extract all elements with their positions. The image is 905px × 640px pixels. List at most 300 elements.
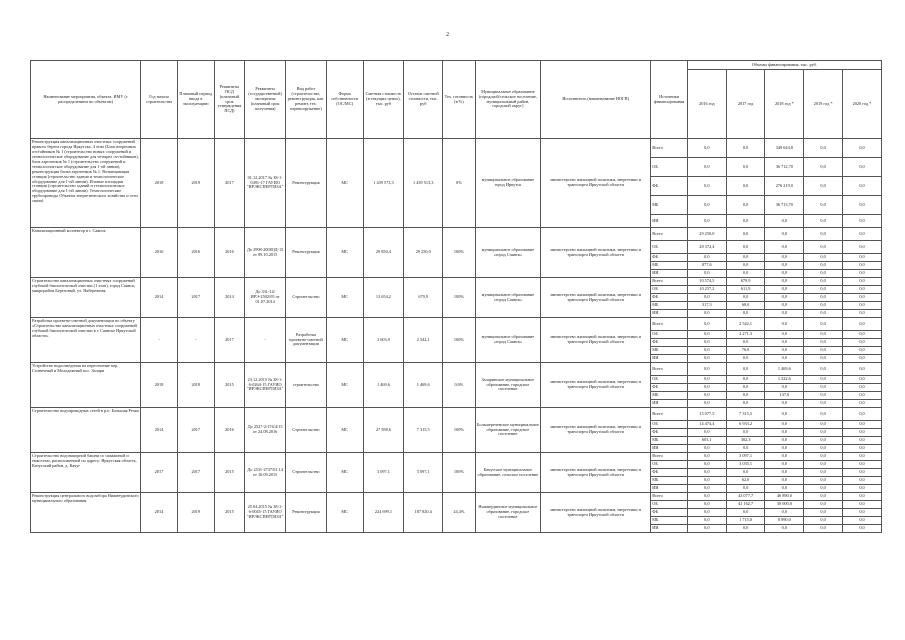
executor: министерство жилищной политики, энергетики и транспорта Иркутской области bbox=[541, 318, 651, 363]
funding-value: 0,0 bbox=[687, 254, 726, 262]
funding-value: 0,0 bbox=[804, 158, 843, 177]
remaining-cost: 3 097,1 bbox=[404, 453, 443, 493]
funding-value: 0,0 bbox=[687, 493, 726, 501]
funding-value: 0,0 bbox=[843, 525, 882, 533]
table-row bbox=[31, 453, 882, 461]
funding-value: 62,0 bbox=[726, 477, 765, 485]
funding-value: 276 219,0 bbox=[765, 177, 804, 196]
funding-value: 0,0 bbox=[843, 493, 882, 501]
municipality: муниципальное образование «город Саянск» bbox=[475, 318, 540, 363]
funding-value: 0,0 bbox=[687, 485, 726, 493]
expertise-details: До 2531-2737/01.14 от 16.09.2015 bbox=[245, 453, 286, 493]
funding-value: 0,0 bbox=[843, 278, 882, 286]
funding-source: ФБ bbox=[651, 384, 688, 392]
funding-value: 36 713,70 bbox=[765, 196, 804, 215]
funding-value: 679,9 bbox=[726, 278, 765, 286]
funding-value: 0,0 bbox=[804, 302, 843, 310]
readiness: 100% bbox=[443, 278, 476, 318]
funding-value: 0,0 bbox=[843, 363, 882, 376]
funding-value: 0,0 bbox=[687, 400, 726, 408]
municipality: муниципальное образование «город Саянск» bbox=[475, 278, 540, 318]
pd-year: 2017 bbox=[214, 139, 245, 228]
funding-value: 0,0 bbox=[843, 310, 882, 318]
funding-value: 0,0 bbox=[843, 318, 882, 331]
funding-value: 0,0 bbox=[687, 445, 726, 453]
municipality: Нижнеудинское муниципальное образование, городское поселение bbox=[475, 493, 540, 533]
funding-value: 2 271,3 bbox=[726, 331, 765, 339]
project-name: Устройство водоотведения на пересечение пер. Солнечный и Молодежный пос. Залари bbox=[31, 363, 141, 408]
funding-value: 0,0 bbox=[804, 254, 843, 262]
funding-value: 0,0 bbox=[765, 525, 804, 533]
funding-value: 0,0 bbox=[687, 215, 726, 228]
funding-value: 0,0 bbox=[726, 294, 765, 302]
funding-value: 6 933,2 bbox=[726, 421, 765, 429]
funding-value: 0,0 bbox=[726, 392, 765, 400]
funding-value: 0,0 bbox=[843, 177, 882, 196]
funding-value: 0,0 bbox=[726, 445, 765, 453]
readiness: 100% bbox=[443, 453, 476, 493]
funding-value: 0,0 bbox=[804, 392, 843, 400]
start-year: 2018 bbox=[141, 363, 178, 408]
funding-value: 0,0 bbox=[804, 501, 843, 509]
funding-value: 0,0 bbox=[843, 262, 882, 270]
ownership: МС bbox=[326, 408, 363, 453]
funding-value: 0,0 bbox=[804, 318, 843, 331]
project-name: Строительство канализационных очистных сооружений глубокой биологической очистки (1 этап), город Саянск, микрорайон Березовый, ул. Набережная bbox=[31, 278, 141, 318]
ownership: МС bbox=[326, 453, 363, 493]
funding-value: 0,0 bbox=[687, 158, 726, 177]
remaining-cost: 7 315,5 bbox=[404, 408, 443, 453]
expertise-details: - bbox=[245, 318, 286, 363]
funding-value: 0,0 bbox=[804, 461, 843, 469]
funding-value: 10 257,2 bbox=[687, 286, 726, 294]
funding-value: 3 097,1 bbox=[726, 453, 765, 461]
funding-value: 0,0 bbox=[804, 278, 843, 286]
readiness: 24,4% bbox=[443, 493, 476, 533]
funding-value: 0,0 bbox=[687, 347, 726, 355]
commission-year: 2019 bbox=[177, 139, 214, 228]
funding-value: 0,0 bbox=[765, 477, 804, 485]
project-name: Разработка проектно-сметной документации по объекту «Строительство канализационных очистных сооружений глубокой биологической очистки в г. Саянске Иркутской области» bbox=[31, 318, 141, 363]
funding-source: МБ bbox=[651, 347, 688, 355]
funding-value: 0,0 bbox=[843, 400, 882, 408]
header-volumes: Объемы финансирования, тыс. руб. bbox=[687, 61, 881, 70]
funding-value: 0,0 bbox=[726, 400, 765, 408]
funding-value: 46 890,0 bbox=[765, 493, 804, 501]
funding-value: 36 712,70 bbox=[765, 158, 804, 177]
page-number: 2 bbox=[446, 32, 449, 38]
funding-value: 68,0 bbox=[726, 302, 765, 310]
funding-value: 0,0 bbox=[843, 437, 882, 445]
executor: министерство жилищной политики, энергетики и транспорта Иркутской области bbox=[541, 228, 651, 278]
funding-value: 0,0 bbox=[843, 501, 882, 509]
start-year: - bbox=[141, 318, 178, 363]
funding-source: МБ bbox=[651, 392, 688, 400]
table-row bbox=[31, 363, 882, 376]
funding-value: 0,0 bbox=[843, 339, 882, 347]
funding-value: 0,0 bbox=[765, 469, 804, 477]
funding-value: 0,0 bbox=[804, 262, 843, 270]
funding-value: 0,0 bbox=[687, 453, 726, 461]
funding-value: 317,3 bbox=[687, 302, 726, 310]
funding-value: 8 890,0 bbox=[765, 517, 804, 525]
start-year: 2016 bbox=[141, 228, 178, 278]
funding-value: 0,0 bbox=[804, 469, 843, 477]
funding-value: 0,0 bbox=[843, 355, 882, 363]
funding-value: 0,0 bbox=[843, 461, 882, 469]
funding-value: 28 372,4 bbox=[687, 241, 726, 254]
expertise-details: 01.12.2017 № 38-1-0491-17 ГАУИО "ИРЭКСПЕРТИЗА" bbox=[245, 139, 286, 228]
funding-value: 2 542,1 bbox=[726, 318, 765, 331]
funding-source: ИИ bbox=[651, 355, 688, 363]
funding-value: 0,0 bbox=[843, 302, 882, 310]
commission-year: 2018 bbox=[177, 363, 214, 408]
municipality: Качугское муниципальное образование, сельское поселение bbox=[475, 453, 540, 493]
funding-value: 0,0 bbox=[765, 215, 804, 228]
funding-value: 10 574,5 bbox=[687, 278, 726, 286]
funding-value: 0,0 bbox=[765, 286, 804, 294]
work-type: Строительство bbox=[286, 408, 327, 453]
readiness: 100% bbox=[443, 228, 476, 278]
funding-value: 0,0 bbox=[765, 270, 804, 278]
funding-value: 0,0 bbox=[843, 392, 882, 400]
funding-value: 0,0 bbox=[843, 286, 882, 294]
estimate-cost: 29 850,4 bbox=[363, 228, 404, 278]
funding-value: 0,0 bbox=[765, 485, 804, 493]
funding-value: 0,0 bbox=[765, 355, 804, 363]
ownership: МС bbox=[326, 139, 363, 228]
funding-value: 0,0 bbox=[726, 469, 765, 477]
funding-value: 0,0 bbox=[687, 376, 726, 384]
funding-value: 0,0 bbox=[726, 139, 765, 158]
funding-value: 0,0 bbox=[765, 445, 804, 453]
funding-value: 0,0 bbox=[843, 347, 882, 355]
funding-value: 0,0 bbox=[804, 429, 843, 437]
funding-value: 0,0 bbox=[765, 228, 804, 241]
funding-value: 0,0 bbox=[843, 477, 882, 485]
funding-value: 0,0 bbox=[687, 429, 726, 437]
funding-source: ИИ bbox=[651, 445, 688, 453]
funding-value: 382,3 bbox=[726, 437, 765, 445]
funding-source: МБ bbox=[651, 196, 688, 215]
funding-value: 0,0 bbox=[726, 376, 765, 384]
pd-year: 2015 bbox=[214, 453, 245, 493]
funding-value: 0,0 bbox=[765, 339, 804, 347]
start-year: 2014 bbox=[141, 278, 178, 318]
funding-value: 0,0 bbox=[804, 196, 843, 215]
funding-source: МБ bbox=[651, 477, 688, 485]
remaining-cost: 1 469,6 bbox=[404, 363, 443, 408]
funding-value: 7 315,5 bbox=[726, 408, 765, 421]
funding-value: 0,0 bbox=[843, 421, 882, 429]
funding-value: 0,0 bbox=[843, 228, 882, 241]
funding-value: 3 035,1 bbox=[726, 461, 765, 469]
commission-year: 2016 bbox=[177, 228, 214, 278]
funding-source: Всего bbox=[651, 278, 688, 286]
funding-source: МБ bbox=[651, 262, 688, 270]
funding-value: 0,0 bbox=[804, 363, 843, 376]
funding-value: 0,0 bbox=[843, 485, 882, 493]
funding-value: 29 250,0 bbox=[687, 228, 726, 241]
funding-value: 147,0 bbox=[765, 392, 804, 400]
remaining-cost: 679,9 bbox=[404, 278, 443, 318]
funding-value: 0,0 bbox=[726, 310, 765, 318]
funding-source: ИИ bbox=[651, 485, 688, 493]
funding-value: 0,0 bbox=[687, 477, 726, 485]
header-year-2018: 2018 год * bbox=[765, 70, 804, 139]
funding-value: 0,0 bbox=[804, 525, 843, 533]
funding-source: Всего bbox=[651, 408, 688, 421]
funding-value: 0,0 bbox=[765, 254, 804, 262]
remaining-cost: 187 820,4 bbox=[404, 493, 443, 533]
start-year: 2018 bbox=[141, 139, 178, 228]
financing-table-container bbox=[30, 60, 882, 533]
header-ownership: Форма собственности (ОС/МС) bbox=[326, 61, 363, 139]
funding-source: Всего bbox=[651, 228, 688, 241]
funding-value: 0,0 bbox=[843, 139, 882, 158]
ownership: МС bbox=[326, 363, 363, 408]
funding-value: 0,0 bbox=[843, 429, 882, 437]
funding-value: 0,0 bbox=[804, 485, 843, 493]
funding-value: 0,0 bbox=[804, 453, 843, 461]
expertise-details: До 2527-2/174/4/15 от 24.08.2016 bbox=[245, 408, 286, 453]
funding-source: ОБ bbox=[651, 331, 688, 339]
funding-value: 0,0 bbox=[843, 270, 882, 278]
funding-value: 0,0 bbox=[843, 254, 882, 262]
funding-value: 0,0 bbox=[687, 469, 726, 477]
readiness: 100% bbox=[443, 318, 476, 363]
funding-value: 0,0 bbox=[843, 241, 882, 254]
funding-value: 0,0 bbox=[804, 400, 843, 408]
project-name: Канализационный коллектор в г. Саянск bbox=[31, 228, 141, 278]
funding-value: 0,0 bbox=[804, 445, 843, 453]
funding-value: 43 077,7 bbox=[726, 493, 765, 501]
funding-value: 0,0 bbox=[843, 158, 882, 177]
funding-value: 0,0 bbox=[765, 437, 804, 445]
work-type: Строительство bbox=[286, 278, 327, 318]
funding-value: 0,0 bbox=[843, 469, 882, 477]
pd-year: 2014 bbox=[214, 278, 245, 318]
municipality: Заларинское муниципальное образование, городское поселение bbox=[475, 363, 540, 408]
header-expertise: Реквизиты (государственной) экспертизы (плановый срок получения) bbox=[245, 61, 286, 139]
funding-value: 0,0 bbox=[804, 215, 843, 228]
funding-source: ИИ bbox=[651, 400, 688, 408]
funding-value: 0,0 bbox=[726, 196, 765, 215]
funding-value: 14 474,4 bbox=[687, 421, 726, 429]
funding-value: 0,0 bbox=[804, 286, 843, 294]
funding-source: ИИ bbox=[651, 310, 688, 318]
funding-value: 0,0 bbox=[726, 485, 765, 493]
funding-source: ОБ bbox=[651, 286, 688, 294]
funding-value: 30 000,0 bbox=[765, 501, 804, 509]
funding-value: 41 162,7 bbox=[726, 501, 765, 509]
funding-value: 0,0 bbox=[687, 392, 726, 400]
header-remaining: Остаток сметной стоимости, тыс. руб bbox=[404, 61, 443, 139]
funding-value: 0,0 bbox=[726, 363, 765, 376]
pd-year: 2017 bbox=[214, 318, 245, 363]
funding-source: ИИ bbox=[651, 525, 688, 533]
work-type: Разработка проектно-сметной документации bbox=[286, 318, 327, 363]
executor: министерство жилищной политики, энергетики и транспорта Иркутской области bbox=[541, 493, 651, 533]
funding-value: 0,0 bbox=[843, 517, 882, 525]
funding-value: 0,0 bbox=[804, 437, 843, 445]
funding-value: 0,0 bbox=[843, 453, 882, 461]
estimate-cost: 13 654,2 bbox=[363, 278, 404, 318]
funding-value: 0,0 bbox=[804, 493, 843, 501]
funding-value: 0,0 bbox=[726, 525, 765, 533]
funding-value: 0,0 bbox=[843, 215, 882, 228]
header-commission: Плановый период ввода в эксплуатацию bbox=[177, 61, 214, 139]
municipality: муниципальное образование «город Саянск» bbox=[475, 228, 540, 278]
funding-source: ОБ bbox=[651, 241, 688, 254]
header-work-type: Вид работ (строительство, реконструкция, кап. ремонт, тех. перевооружение) bbox=[286, 61, 327, 139]
funding-source: ИИ bbox=[651, 215, 688, 228]
funding-value: 0,0 bbox=[765, 302, 804, 310]
executor: министерство жилищной политики, энергетики и транспорта Иркутской области bbox=[541, 408, 651, 453]
funding-value: 0,0 bbox=[804, 347, 843, 355]
executor: министерство жилищной политики, энергетики и транспорта Иркутской области bbox=[541, 453, 651, 493]
header-executor: Исполнитель (наименование ИОГВ) bbox=[541, 61, 651, 139]
project-name: Реконструкция центрального водозабора Нижнеудинского муниципального образования bbox=[31, 493, 141, 533]
funding-value: 0,0 bbox=[804, 177, 843, 196]
funding-source: МБ bbox=[651, 437, 688, 445]
funding-value: 0,0 bbox=[687, 509, 726, 517]
commission-year: 2017 bbox=[177, 453, 214, 493]
funding-value: 0,0 bbox=[804, 509, 843, 517]
funding-source: ОБ bbox=[651, 376, 688, 384]
funding-value: 0,0 bbox=[687, 310, 726, 318]
executor: министерство жилищной политики, энергетики и транспорта Иркутской области bbox=[541, 278, 651, 318]
funding-source: Всего bbox=[651, 139, 688, 158]
funding-value: 0,0 bbox=[765, 278, 804, 286]
funding-source: ОБ bbox=[651, 158, 688, 177]
municipality: Большереченское муниципальное образование, городское поселение bbox=[475, 408, 540, 453]
funding-source: Всего bbox=[651, 318, 688, 331]
funding-source: ФБ bbox=[651, 469, 688, 477]
estimate-cost: 224 699,1 bbox=[363, 493, 404, 533]
header-year-2016: 2016 год bbox=[687, 70, 726, 139]
funding-source: ОБ bbox=[651, 501, 688, 509]
funding-value: 0,0 bbox=[804, 228, 843, 241]
work-type: Строительство bbox=[286, 453, 327, 493]
table-row bbox=[31, 318, 882, 331]
funding-value: 0,0 bbox=[843, 408, 882, 421]
table-row bbox=[31, 139, 882, 158]
project-name: Реконструкция канализационных очистных сооружений правого берега города Иркутска. 4 этап (Блок вторичных отстойников № 1 (строительство новых сооружений и технологическое оборудование для четырех отстойников), блок аэротенков № 1 (строительство сооружений и технологическое оборудование для 1-ой линии), реконструкция блока аэротенков № 1. Возмещающая станция (строительство здания и технологическое оборудование для 1-ой линии). Иловые площадки станции (строительство зданий и технологическое оборудование для 1-ой линии). Технологические трубопроводы Объекты энергетического хозяйства и сети связи) bbox=[31, 139, 141, 228]
start-year: 2017 bbox=[141, 453, 178, 493]
project-name: Строительство водонапорной башни со скважиной и емкостью, расположенной по адресу: Иркутская область, Качугский район, д. Качуг bbox=[31, 453, 141, 493]
estimate-cost: 3 097,1 bbox=[363, 453, 404, 493]
funding-value: 0,0 bbox=[687, 318, 726, 331]
funding-value: 0,0 bbox=[843, 509, 882, 517]
funding-value: 0,0 bbox=[804, 477, 843, 485]
funding-value: 0,0 bbox=[765, 318, 804, 331]
funding-value: 0,0 bbox=[804, 408, 843, 421]
readiness: 0,0% bbox=[443, 363, 476, 408]
funding-value: 0,0 bbox=[765, 347, 804, 355]
funding-source: Всего bbox=[651, 453, 688, 461]
funding-source: ОБ bbox=[651, 421, 688, 429]
funding-value: 0,0 bbox=[843, 331, 882, 339]
table-body bbox=[31, 139, 882, 533]
funding-source: ФБ bbox=[651, 254, 688, 262]
pd-year: 2015 bbox=[214, 493, 245, 533]
funding-value: 0,0 bbox=[726, 177, 765, 196]
executor: министерство жилищной политики, энергетики и транспорта Иркутской области bbox=[541, 363, 651, 408]
funding-value: 0,0 bbox=[687, 461, 726, 469]
start-year: 2014 bbox=[141, 493, 178, 533]
work-type: Реконструкция bbox=[286, 493, 327, 533]
funding-value: 0,0 bbox=[804, 241, 843, 254]
funding-value: 0,0 bbox=[687, 384, 726, 392]
funding-value: 0,0 bbox=[687, 363, 726, 376]
header-pd-year: Реквизиты ПСД (плановый срок утверждения ПСД) bbox=[214, 61, 245, 139]
funding-value: 0,0 bbox=[843, 294, 882, 302]
funding-value: 0,0 bbox=[843, 445, 882, 453]
funding-value: 349 644,8 bbox=[765, 139, 804, 158]
funding-value: 1 469,6 bbox=[765, 363, 804, 376]
remaining-cost: 2 542,1 bbox=[404, 318, 443, 363]
funding-value: 0,0 bbox=[687, 139, 726, 158]
funding-source: ОБ bbox=[651, 461, 688, 469]
expertise-details: 23.12.2015 № 38-1-6-0264-15 ГАУИО "ИРЭКСПЕРТИЗА" bbox=[245, 363, 286, 408]
header-funding-source: Источники финансирования bbox=[651, 61, 688, 139]
funding-value: 0,0 bbox=[765, 421, 804, 429]
funding-value: 0,0 bbox=[726, 355, 765, 363]
funding-source: ФБ bbox=[651, 429, 688, 437]
funding-value: 0,0 bbox=[843, 384, 882, 392]
work-type: Реконструкция bbox=[286, 228, 327, 278]
readiness: 100% bbox=[443, 408, 476, 453]
remaining-cost: 1 439 513,3 bbox=[404, 139, 443, 228]
header-readiness: Тех. готовность (в %) bbox=[443, 61, 476, 139]
funding-value: 0,0 bbox=[765, 241, 804, 254]
funding-value: 0,0 bbox=[726, 509, 765, 517]
funding-value: 15 077,5 bbox=[687, 408, 726, 421]
funding-source: ФБ bbox=[651, 177, 688, 196]
funding-source: МБ bbox=[651, 517, 688, 525]
pd-year: 2016 bbox=[214, 408, 245, 453]
funding-value: 0,0 bbox=[843, 196, 882, 215]
commission-year: - bbox=[177, 318, 214, 363]
estimate-cost: 1 469,6 bbox=[363, 363, 404, 408]
expertise-details: До 2998-2008ОД-15 от 09.10.2015 bbox=[245, 228, 286, 278]
funding-value: 0,0 bbox=[765, 453, 804, 461]
header-year-2020: 2020 год * bbox=[843, 70, 882, 139]
funding-value: 1 322,6 bbox=[765, 376, 804, 384]
project-name: Строительство водопроводных сетей в р.п. Большая Речка bbox=[31, 408, 141, 453]
funding-value: 0,0 bbox=[687, 294, 726, 302]
funding-value: 0,0 bbox=[687, 501, 726, 509]
funding-value: 1 715,0 bbox=[726, 517, 765, 525]
funding-value: 0,0 bbox=[765, 384, 804, 392]
funding-value: 0,0 bbox=[765, 408, 804, 421]
table-row bbox=[31, 408, 882, 421]
funding-source: МБ bbox=[651, 302, 688, 310]
table-row bbox=[31, 228, 882, 241]
funding-value: 0,0 bbox=[726, 262, 765, 270]
funding-value: 0,0 bbox=[804, 355, 843, 363]
funding-source: ФБ bbox=[651, 339, 688, 347]
funding-value: 0,0 bbox=[843, 376, 882, 384]
funding-value: 0,0 bbox=[687, 196, 726, 215]
pd-year: 2016 bbox=[214, 228, 245, 278]
ownership: МС bbox=[326, 493, 363, 533]
funding-value: 0,0 bbox=[726, 215, 765, 228]
funding-value: 0,0 bbox=[687, 331, 726, 339]
work-type: строительство bbox=[286, 363, 327, 408]
funding-value: 0,0 bbox=[687, 525, 726, 533]
